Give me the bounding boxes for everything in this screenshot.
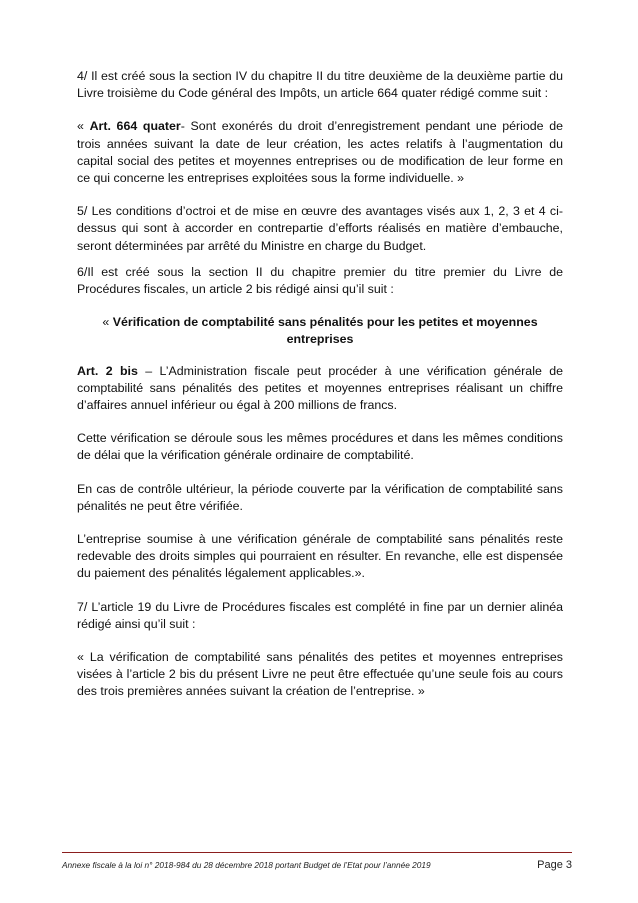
paragraph-article-5: 5/ Les conditions d’octroi et de mise en œuvre des avantages visés aux 1, 2, 3 et 4 ci-dessus qui sont à accorder en contrepartie d’efforts réalisés en matière d’embauche, seront déterminées par arrêté du Ministre en charge du Budget.	[77, 204, 563, 253]
quote-open: «	[77, 119, 90, 134]
paragraph-art-2-bis	[77, 363, 563, 415]
page-footer	[62, 852, 572, 871]
paragraph-article-7: 7/ L’article 19 du Livre de Procédures fiscales est complété in fine par un dernier alinéa rédigé ainsi qu’il suit :	[77, 599, 563, 631]
page-number: Page 3	[537, 859, 572, 871]
paragraph-art-664-quater	[77, 118, 563, 187]
footer-reference: Annexe fiscale à la loi n° 2018-984 du 28 décembre 2018 portant Budget de l’Etat pour l’année 2019	[62, 860, 431, 870]
paragraph-entreprise-soumise: L’entreprise soumise à une vérification générale de comptabilité sans pénalités reste redevable des droits simples qui pourraient en résulter. En revanche, elle est dispensée du paiement des pénalités légalement applicables.».	[77, 532, 563, 581]
paragraph-controle-ulterieur: En cas de contrôle ultérieur, la période couverte par la vérification de comptabilité sans pénalités ne peut être vérifiée.	[77, 481, 563, 513]
title-quote-open: «	[102, 315, 113, 330]
paragraph-article-6: 6/Il est créé sous la section II du chapitre premier du titre premier du Livre de Procédures fiscales, un article 2 bis rédigé ainsi qu’il suit :	[77, 264, 563, 297]
document-page	[77, 68, 563, 717]
section-title-text: Vérification de comptabilité sans pénalités pour les petites et moyennes entreprises	[112, 315, 538, 347]
article-heading-2-bis: Art. 2 bis	[77, 363, 138, 378]
article-heading-664-quater: Art. 664 quater	[89, 119, 181, 134]
paragraph-verification-unique: « La vérification de comptabilité sans pénalités des petites et moyennes entreprises visées à l’article 2 bis du présent Livre ne peut être effectuée qu’une seule fois au cours des trois premières années suivant la création de l’entreprise. »	[77, 650, 563, 699]
paragraph-verification-procedure: Cette vérification se déroule sous les mêmes procédures et dans les mêmes conditions de délai que la vérification générale ordinaire de comptabilité.	[77, 431, 563, 463]
paragraph-article-4: 4/ Il est créé sous la section IV du chapitre II du titre deuxième de la deuxième partie du Livre troisième du Code général des Impôts, un article 664 quater rédigé comme suit :	[77, 69, 563, 101]
article-text-2-bis: – L’Administration fiscale peut procéder à une vérification générale de comptabilité sans pénalités des petites et moyennes entreprises réalisant un chiffre d’affaires annuel inférieur ou égal à 200 millions de francs.	[77, 363, 563, 413]
section-title	[77, 314, 563, 348]
article-text-664-quater: - Sont exonérés du droit d’enregistrement pendant une période de trois années suivant la date de leur création, les actes relatifs à l’augmentation du capital social des petites et moyennes entreprises ou de modification de leur forme en ce qui concerne les entreprises exploitées sous la forme individuelle. »	[77, 119, 564, 186]
